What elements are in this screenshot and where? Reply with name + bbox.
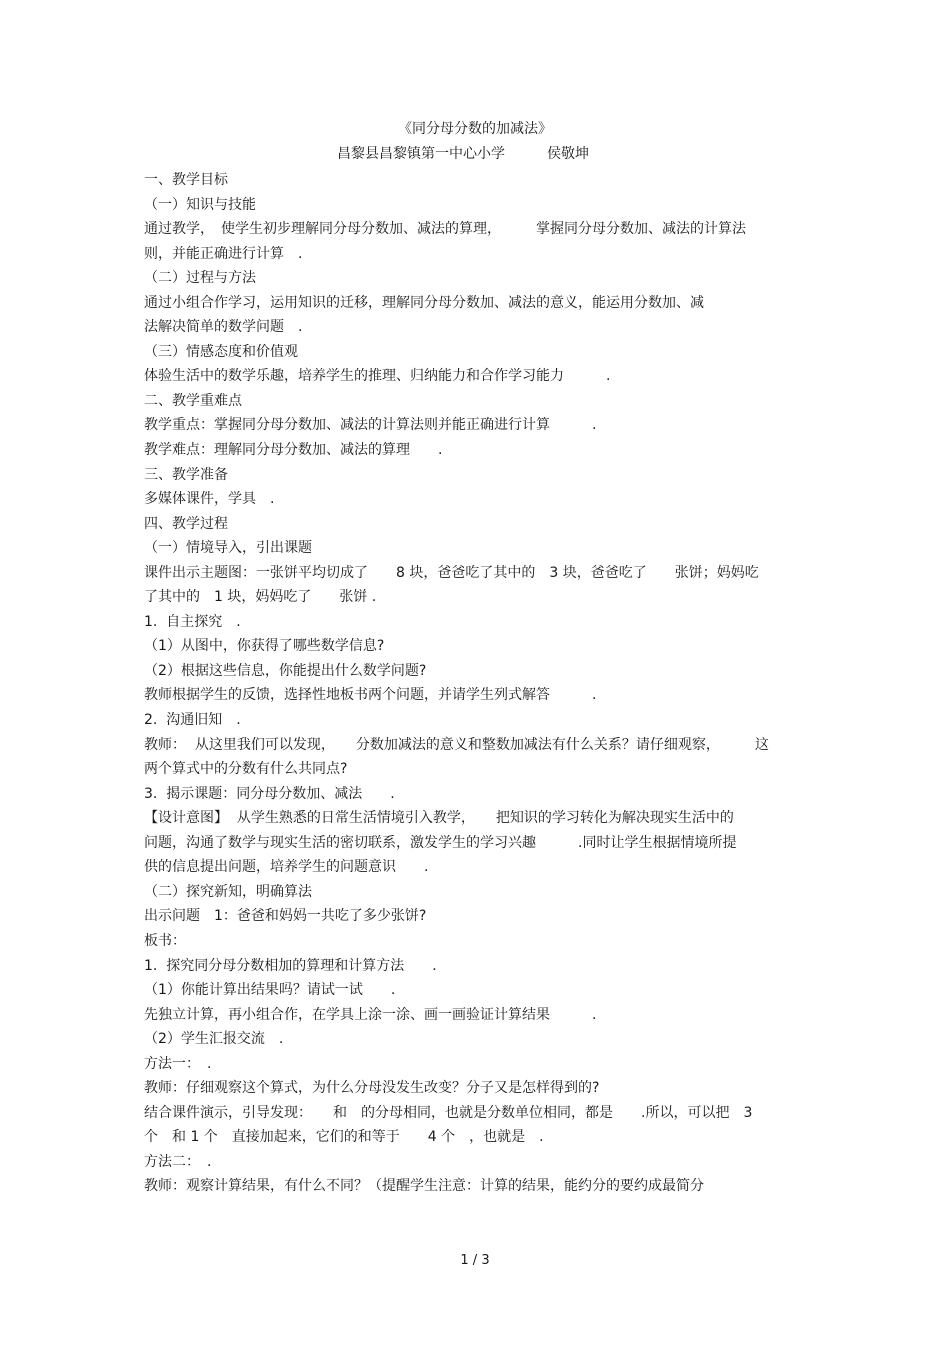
text-line: 了其中的 1 块，妈妈吃了 张饼 . <box>144 589 377 606</box>
text-line: 法解决简单的数学问题 . <box>144 319 303 336</box>
text-line: 教师根据学生的反馈，选择性地板书两个问题，并请学生列式解答 . <box>144 687 597 704</box>
text-line: 教师： 从这里我们可以发现， 分数加减法的意义和整数加减法有什么关系？请仔细观察， 这 <box>144 736 769 753</box>
document-body <box>144 168 814 1199</box>
text-line: （一）情境导入，引出课题 <box>144 540 312 557</box>
text-line: 一、教学目标 <box>144 172 228 188</box>
text-line: 多媒体课件，学具 . <box>144 491 275 508</box>
text-line: 通过教学， 使学生初步理解同分母分数加、减法的算理， 掌握同分母分数加、减法的计算法 <box>144 221 746 238</box>
text-line: （1）从图中，你获得了哪些数学信息? <box>144 638 385 655</box>
text-line: （2）学生汇报交流 . <box>144 1031 284 1048</box>
text-line: 教学难点：理解同分母分数加、减法的算理 . <box>144 442 443 459</box>
text-line: 先独立计算，再小组合作，在学具上涂一涂、画一画验证计算结果 . <box>144 1006 597 1023</box>
text-line: 则，并能正确进行计算 . <box>144 245 303 262</box>
text-line: 出示问题 1：爸爸和妈妈一共吃了多少张饼? <box>144 908 427 925</box>
text-line: （三）情感态度和价值观 <box>144 343 298 360</box>
text-line: 3. 揭示课题：同分母分数加、减法 . <box>144 785 395 802</box>
text-line: 1. 自主探究 . <box>144 613 241 630</box>
text-line: （2）根据这些信息，你能提出什么数学问题? <box>144 662 427 679</box>
text-line: 教学重点：掌握同分母分数加、减法的计算法则并能正确进行计算 . <box>144 417 597 434</box>
text-line: 结合课件演示，引导发现： 和 的分母相同，也就是分数单位相同，都是 .所以，可以把 3 <box>144 1104 753 1121</box>
text-line: 2. 沟通旧知 . <box>144 712 241 729</box>
text-line: 教师：观察计算结果，有什么不同？（提醒学生注意：计算的结果，能约分的要约成最简分 <box>144 1178 704 1195</box>
text-line: 问题，沟通了数学与现实生活的密切联系，激发学生的学习兴趣 .同时让学生根据情境所提 <box>144 834 737 851</box>
page-number: 1 / 3 <box>460 1253 490 1268</box>
author-line: 昌黎县昌黎镇第一中心小学 侯敬坤 <box>337 146 589 162</box>
text-line: 两个算式中的分数有什么共同点? <box>144 761 348 778</box>
text-line: （1）你能计算出结果吗？请试一试 . <box>144 982 396 999</box>
text-line: 教师：仔细观察这个算式，为什么分母没发生改变？分子又是怎样得到的? <box>144 1080 600 1097</box>
document-title: 《同分母分数的加减法》 <box>398 121 552 137</box>
text-line: 方法二： . <box>144 1153 212 1170</box>
text-line: 供的信息提出问题，培养学生的问题意识 . <box>144 859 429 876</box>
text-line: 1. 探究同分母分数相加的算理和计算方法 . <box>144 957 437 974</box>
text-line: 四、教学过程 <box>144 515 228 532</box>
text-line: （二）探究新知，明确算法 <box>144 883 312 900</box>
text-line: 三、教学准备 <box>144 466 228 483</box>
text-line: 二、教学重难点 <box>144 392 242 409</box>
text-line: 体验生活中的数学乐趣，培养学生的推理、归纳能力和合作学习能力 . <box>144 368 611 385</box>
text-line: （二）过程与方法 <box>144 270 256 287</box>
text-line: 【设计意图】 从学生熟悉的日常生活情境引入教学， 把知识的学习转化为解决现实生活中的 <box>144 810 734 827</box>
text-line: 板书： <box>144 932 186 949</box>
text-line: 课件出示主题图：一张饼平均切成了 8 块，爸爸吃了其中的 3 块，爸爸吃了 张饼；妈妈吃 <box>144 564 759 581</box>
text-line: 个 和 1 个 直接加起来，它们的和等于 4 个 ，也就是 . <box>144 1129 544 1146</box>
text-line: （一）知识与技能 <box>144 196 256 213</box>
text-line: 方法一： . <box>144 1055 212 1072</box>
text-line: 通过小组合作学习，运用知识的迁移，理解同分母分数加、减法的意义，能运用分数加、减 <box>144 294 704 311</box>
